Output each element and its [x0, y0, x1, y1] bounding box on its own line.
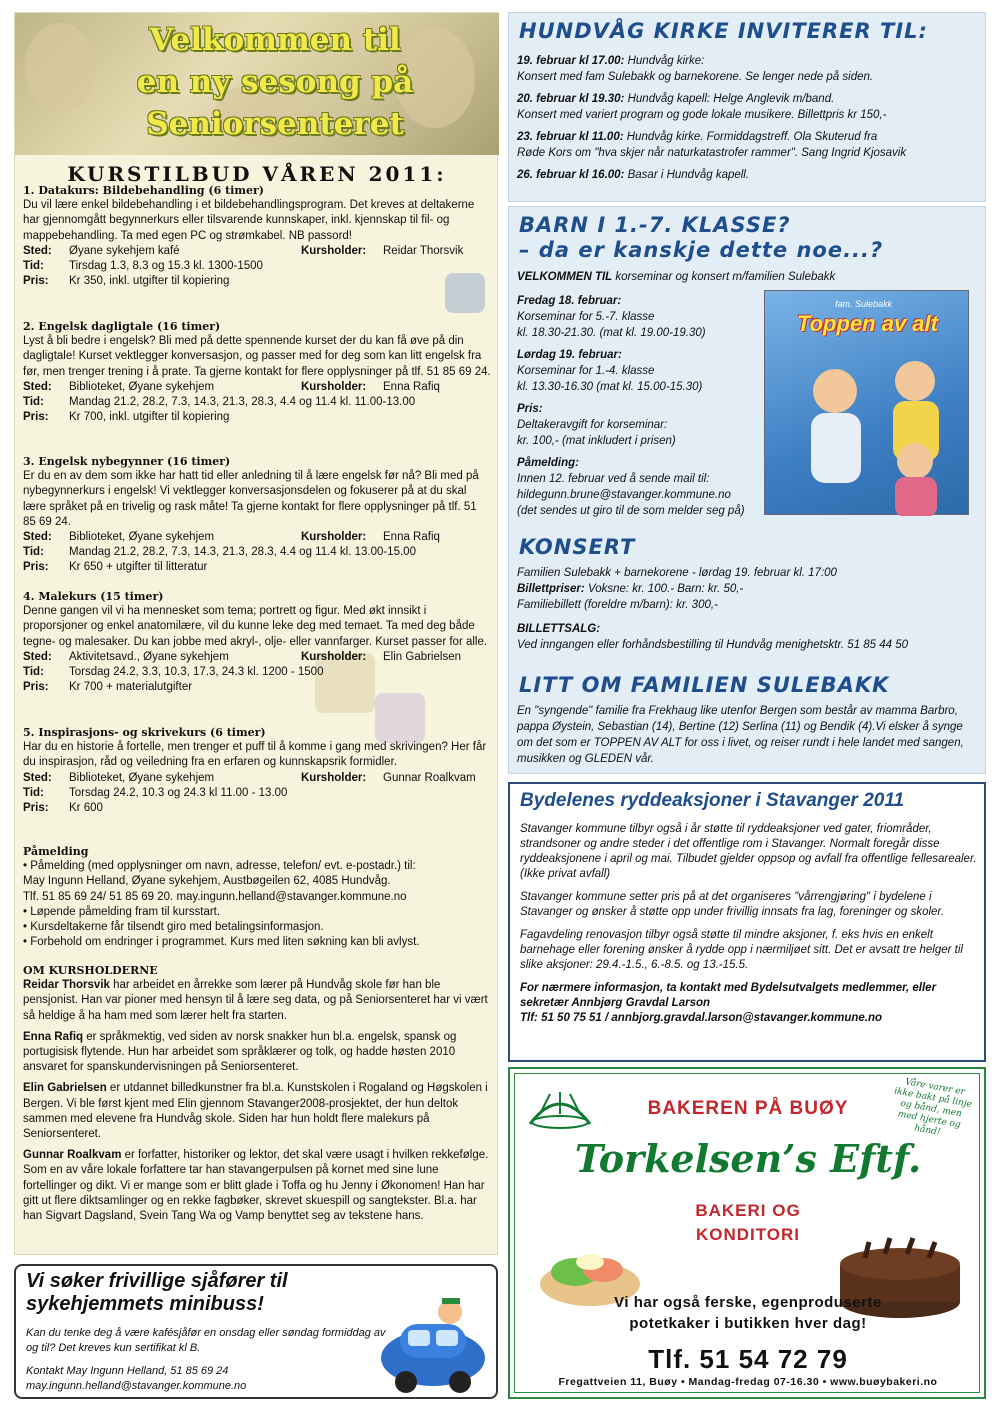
left-column [14, 12, 498, 1399]
bio-elin: Elin Gabrielsen er utdannet billedkunstner fra bl.a. Kunstskolen i Rogaland og Høgskolen i Bergen. Vi ble først kjent med Elin gjennom Stavanger2008-prosjektet, der hun deltok sammen med elevene fra Hundvåg skole. Siden har hun holdt flere malekurs på Seniorsenteret. [23, 1082, 488, 1141]
course-5: 5. Inspirasjons- og skrivekurs (6 timer) Har du en historie å fortelle, men trenger et puff til å komme i gang med skrivingen? Her får du inspirasjon, råd og veiledning fra en erfaren og kunnskapsrik formidler. Sted: Biblioteket, Øyane sykehjem Kursholder: Gunnar Roalkvam Tid: Torsdag 24.2, 10.3 og 24.3 kl 11.00 - 13.00 Pris: Kr 600 [23, 726, 487, 815]
bakery-subtitle: BAKERI OG KONDITORI [695, 1201, 801, 1244]
cleanup-title: Bydelenes ryddeaksjoner i Stavanger 2011 [520, 790, 905, 811]
welcome-line: VELKOMMEN TIL korseminar og konsert m/familien Sulebakk [517, 271, 836, 283]
bakery-footer: Fregattveien 11, Buøy • Mandag-fredag 07-16.30 • www.buøybakeri.no [558, 1376, 938, 1388]
volunteer-title: Vi søker frivillige sjåfører til sykehjemmets minibuss! [26, 1270, 288, 1315]
concert-details: Familien Sulebakk + barnekorene - lørdag 19. februar kl. 17:00 Billettpriser: Voksne: kr. 100.- Barn: kr. 50,- Familiebillett (foreldre m/barn): kr. 300,- BILLETTSALG: Ved inngangen eller forhåndsbestilling til Hundvåg menighetsktr. 51 85 44 50 [517, 567, 909, 651]
course-4: 4. Malekurs (15 timer) Denne gangen vil vi ha mennesket som tema; portrett og figur. Med økt innsikt i proporsjoner og enkel anatomilære, vil du kunne leke deg med temaet. Ta med deg både tegne- og malesaker. Du kan jobbe med akryl-, olje- eller vannfarger. Kurset passer for alle. Sted: Aktivitetsavd., Øyane sykehjem Kursholder: Elin Gabrielsen Tid: Torsdag 24.2, 3.3, 10.3, 17.3, 24.3 kl. 1200 - 1500 Pris: Kr 700 + materialutgifter [23, 590, 488, 694]
church-title: HUNDVÅG KIRKE INVITERER TIL: [519, 19, 928, 43]
seminar-details: Fredag 18. februar: Korseminar for 5.-7. klasse kl. 18.30-21.30. (mat kl. 19.00-19.30) Lørdag 19. februar: Korseminar for 1.-4. klasse kl. 13.30-16.30 (mat kl. 15.00-15.30) Pris: Deltakeravgift for korseminar: kr. 100,- (mat inkludert i prisen) Påmelding: Innen 12. februar ved å sende mail til: hildegunn.brune@stavanger.kommune.no (det sendes ut giro til de som melder seg på) [517, 295, 745, 517]
bakery-heading: BAKEREN PÅ BUØY [647, 1098, 849, 1119]
event-item: 26. februar kl 16.00: Basar i Hundvåg kapell. [517, 169, 750, 181]
bakery-phone: Tlf. 51 54 72 79 [648, 1344, 848, 1374]
course-2: 2. Engelsk dagligtale (16 timer) Lyst å bli bedre i engelsk? Bli med på dette spennende kurset der du kan få øve på din dagligtale! Kurset vektlegger konversasjon, og passer med for deg som kan litt engelsk fra før, men trenger trening i å prate. Ta gjerne kontakt for flere opplysninger på tlf. 51 85 69 24. Sted: Biblioteket, Øyane sykehjem Kursholder: Enna Rafiq Tid: Mandag 21.2, 28.2, 7.3, 14.3, 21.3, 28.3, 4.4 og 11.4 kl. 11.00-13.00 Pris: Kr 700, inkl. utgifter til kopiering [23, 320, 491, 424]
course-panel [14, 12, 498, 1255]
event-item: 20. februar kl 19.30: Hundvåg kapell: Helge Anglevik m/band. Konsert med variert program og gode lokale musikere. Billettpris kr 150,- [517, 93, 887, 121]
children-choir-box [508, 206, 986, 774]
church-invitation-box [508, 12, 986, 202]
bio-reidar: Reidar Thorsvik har arbeidet en årrekke som lærer på Hundvåg skole før han ble pensjonist. Han var pioner med hensyn til å lære seg data, og på Seniorsenteret har vi vært så heldige å ha ham med som lærer helt fra starten. [23, 979, 488, 1022]
church-events [517, 53, 979, 183]
minibus-car-icon [378, 1286, 488, 1396]
hero-photo [15, 13, 499, 155]
bio-gunnar: Gunnar Roalkvam er forfatter, historiker og lektor, det skal være usagt i hvilken rekkefølge. Som en av våre lokale forfattere tar han stavangerpulsen på kornet med sine lune fortellinger og dikt. Vi er mange som er blitt glade i Toffa og hu Jenny i Økonomen! Han har gitt ut flere diktsamlinger og en rekke fagbøker, skrevet skuespill og sangtekster. Bl.a. har han Sigvart Dagsland, Svein Tang Wa og Vamp benyttet seg av tekstene hans. [23, 1149, 489, 1223]
volunteer-text: Kan du tenke deg å være kafésjåfør en onsdag eller søndag formiddag av og til? Det kreves kun sertifikat kl B. Kontakt May Ingunn Helland, 51 85 69 24 may.ingunn.helland@stavanger.kommune.no [26, 1327, 386, 1392]
course-1: 1. Datakurs: Bildebehandling (6 timer) Du vil lære enkel bildebehandling i et bildebehandlingsprogram. Det kreves at deltakerne har gjennomgått begynnerkurs eller tilsvarende kunnskaper, inkl. kjennskap til fil- og mappebehandling. Ta med egen PC og strømkabel. NB passord! Sted: Øyane sykehjem kafé Kursholder: Reidar Thorsvik Tid: Tirsdag 1.3, 8.3 og 15.3 kl. 1300-1500 Pris: Kr 350, inkl. utgifter til kopiering [23, 184, 475, 288]
cleanup-box [508, 782, 986, 1062]
hero-title: Velkommen til en ny sesong på Seniorsenteret [136, 22, 414, 142]
registration-info: Påmelding • Påmelding (med opplysninger om navn, adresse, telefon/ evt. e-postadr.) til: May Ingunn Helland, Øyane sykehjem, Austbøgeilen 62, 4085 Hundvåg. Tlf. 51 85 69 24/ 51 85 69 20. may.ingunn.helland@stavanger.kommune.no • Løpende påmelding fram til kursstart. • Kursdeltakerne får tilsendt giro med betalingsinformasjon. • Forbehold om endringer i programmet. Kurs med liten søkning kan bli avlyst. [23, 845, 420, 949]
bakery-advertisement [508, 1067, 986, 1399]
instructors-section: OM KURSHOLDERNE Reidar Thorsvik har arbeidet en årrekke som lærer på Hundvåg skole før han ble pensjonist. Han var pioner med hensyn til å lære seg data, og på Seniorsenteret har vi vært så heldige å ha ham med som lærer helt fra starten. Enna Rafiq er språkmektig, ved siden av norsk snakker hun bl.a. engelsk, spansk og portugisisk flytende. Hun har arbeidet som språklærer og tolk, og hadde høsten 2010 ansvaret for spanskundervisningen på Seniorsenteret. Elin Gabrielsen er utdannet billedkunstner fra bl.a. Kunstskolen i Rogaland og Høgskolen i Bergen. Vi ble først kjent med Elin gjennom Stavanger2008-prosjektet, der hun deltok sammen med elevene fra Hundvåg skole. Siden har hun holdt flere malekurs på Seniorsenteret. Gunnar Roalkvam er forfatter, historiker og lektor, det skal være usagt i hvilken rekkefølge. Som en av våre lokale forfattere tar han stavangerpulsen på kornet med sine lune fortellinger og dikt. Vi er mange som er blitt glade i Toffa og hu Jenny i Økonomen! Han har gitt ut flere diktsamlinger og en rekke fagbøker, skrevet skuespill og sangtekster. Bl.a. har han Sigvart Dagsland, Svein Tang Wa og Vamp benyttet seg av tekstene hans. [23, 963, 491, 1224]
children-photo [765, 291, 970, 516]
children-title: BARN I 1.-7. KLASSE? – da er kanskje dette noe...? [519, 213, 884, 262]
family-text: En "syngende" familie fra Frekhaug like utenfor Bergen som består av mamma Barbro, pappa Øystein, Sebastian (14), Bertine (12) Serlina (11) og Bendik (4).Vi elsker å synge om det som er TOPPEN AV ALT for oss i livet, og reiser rundt i hele landet med sangen, musikken og GLEDEN vår. [517, 705, 964, 765]
cd-cover-image: fam. Sulebakk Toppen av alt [764, 290, 969, 515]
volunteer-driver-box [14, 1264, 498, 1399]
course-3: 3. Engelsk nybegynner (16 timer) Er du en av dem som ikke har hatt tid eller anledning til å lære engelsk før nå? Bli med på nybegynnerkurs i engelsk! Vi vektlegger konversasjonsdelen og fokuserer på at du skal lære språket på en trivelig og rask måte! Ta gjerne kontakt for flere opplysninger på tlf. 51 85 69 24. Sted: Biblioteket, Øyane sykehjem Kursholder: Enna Rafiq Tid: Mandag 21.2, 28.2, 7.3, 14.3, 21.3, 28.3, 4.4 og 11.4 kl. 13.00-15.00 Pris: Kr 650 + utgifter til litteratur [23, 455, 479, 574]
concert-title: KONSERT [519, 535, 636, 559]
bakery-slogan: Våre varer er ikke bakt på linje og bånd, men med hjerte og hånd! [893, 1077, 973, 1138]
bakery-brand: Torkelsen’s Eftf. [574, 1136, 922, 1181]
cleanup-text: Stavanger kommune tilbyr også i år støtte til ryddeaksjoner ved gater, friområder, strandsoner og andre steder i det offentlige rom i Stavanger. Normalt foregår disse ryddeaksjonene i april og mai. Tilbudet gjelder oppsop og avfall fra offentlige fellesarealer. (Ikke privat avfall) Stavanger kommune setter pris på at det organiseres "vårrengjøring" i bydelene i Stavanger og ønsker å støtte opp under frivillig innsats fra lag, foreninger og skoler. Fagavdeling renovasjon tilbyr også støtte til mindre aksjoner, f. eks hvis en enkelt barnehage eller forening ønsker å rydde opp i nærmiljøet sitt. Det er avsatt tre helger til slike aksjoner: 29.4.-1.5., 6.-8.5. og 13.-15.5. For nærmere informasjon, ta kontakt med Bydelsutvalgets medlemmer, eller sekretær Annbjørg Gravdal Larson Tlf: 51 50 75 51 / annbjorg.gravdal.larson@stavanger.kommune.no [520, 823, 977, 1024]
event-item: 23. februar kl 11.00: Hundvåg kirke. Formiddagstreff. Ola Skuterud fra Røde Kors om "hva skjer når naturkatastrofer rammer". Sang Ingrid Kjosavik [517, 131, 907, 159]
bio-enna: Enna Rafiq er språkmektig, ved siden av norsk snakker hun bl.a. engelsk, spansk og portugisisk flytende. Hun har arbeidet som språklærer og tolk, og hadde høsten 2010 ansvaret for spanskundervisningen på Seniorsenteret. [23, 1030, 457, 1074]
event-item: 19. februar kl 17.00: Hundvåg kirke: Konsert med fam Sulebakk og barnekorene. Se lenger nede på siden. [517, 55, 874, 83]
course-offer-title: KURSTILBUD VÅREN 2011: [67, 162, 447, 186]
bakery-message: Vi har også ferske, egenproduserte potetkaker i butikken hver dag! [614, 1294, 882, 1332]
family-title: LITT OM FAMILIEN SULEBAKK [519, 673, 890, 697]
